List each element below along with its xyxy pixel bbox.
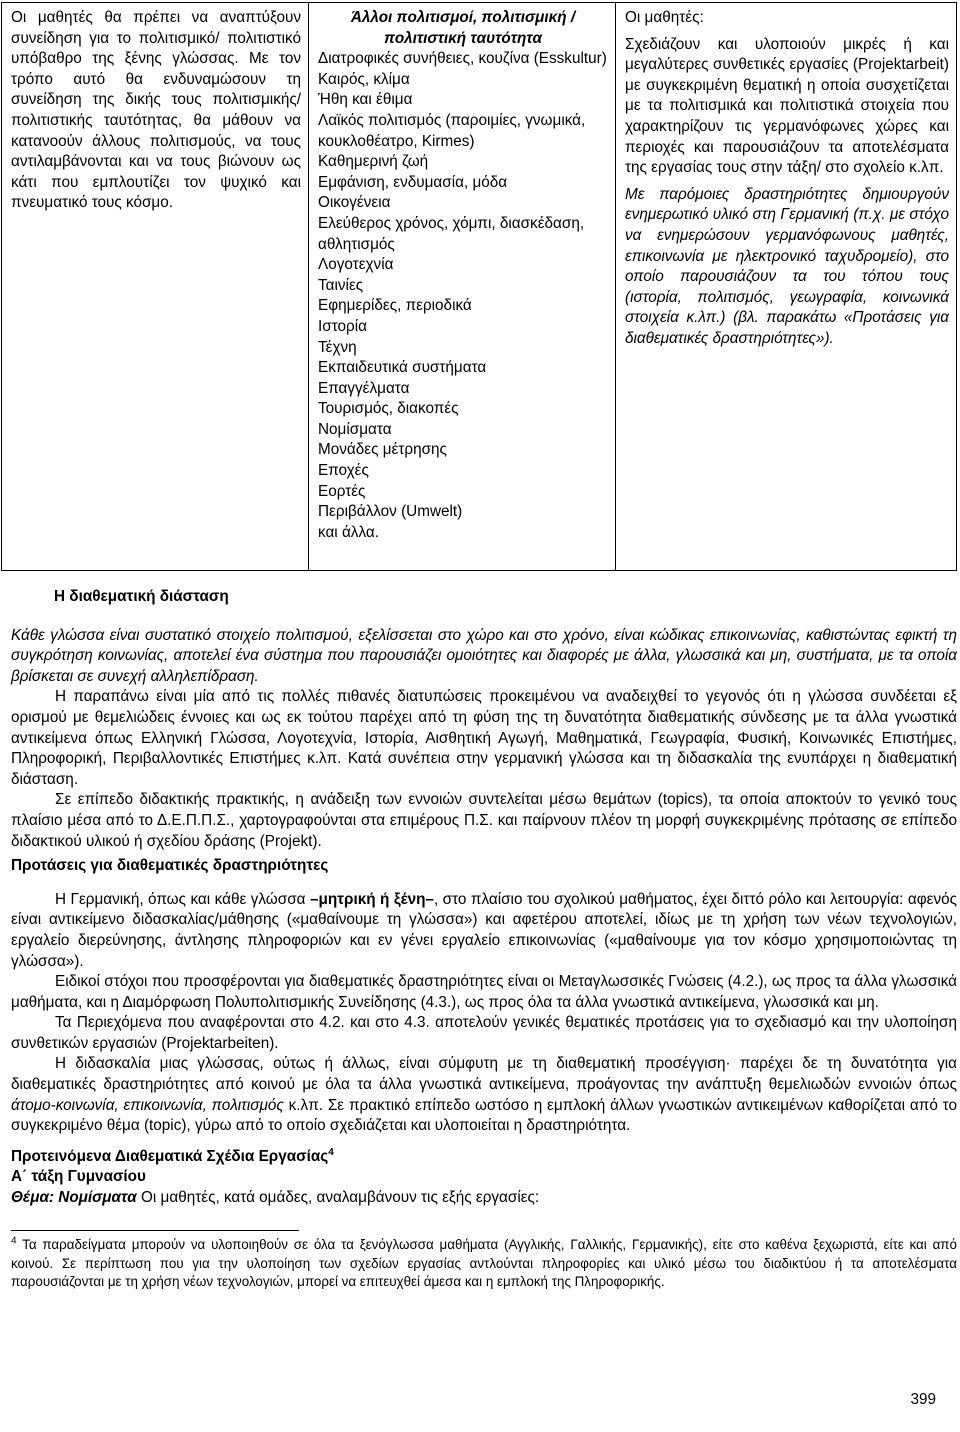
topic-item: Τέχνη <box>318 338 357 356</box>
topic-item: Επαγγέλματα <box>318 379 410 397</box>
paragraph-dual-role: Η Γερμανική, όπως και κάθε γλώσσα –μητρική ή ξένη–, στο πλαίσιο του σχολικού μαθήματος, έχει διττό ρόλο και λειτουργία: αφενός είναι αντικείμενο διδασκαλίας/μάθησης («μαθαίνουμε τη γλώσσα») και αφετέρου αποτελεί, ιδίως με τη χρήση των νέων τεχνολογιών, εργαλείο διερεύνησης, άντλησης πληροφοριών και εν γένει εργαλείο επικοινωνίας («μαθαίνουμε για τον κόσμο χρησιμοποιώντας τη γλώσσα»). <box>11 890 957 970</box>
activities-paragraph-1: Σχεδιάζουν και υλοποιούν μικρές ή και μεγαλύτερες συνθετικές εργασίες (Projektarbeit) με συγκεκριμένη θεματική η οποία συσχετίζεται με τα πολιτισμικά και πολιτιστικά στοιχεία που χαρακτηρίζουν τις γερμανόφωνες χώρες και περιοχές και παρουσιάζουν τα αποτελέσματα της εργασίας τους στην τάξη/ στο σχολείο κ.λπ. <box>625 35 949 177</box>
activities-paragraph-2: Με παρόμοιες δραστηριότητες δημιουργούν ενημερωτικό υλικό στη Γερμανική (π.χ. με στόχο να ενημερώσουν γερμανόφωνους μαθητές, επικοινωνία με ηλεκτρονικό ταχυδρομείο), στο οποίο παρουσιάζουν τα του τόπου τους (ιστορία, πολιτισμός, γεωγραφία, κοινωνικά στοιχεία κ.λπ.) (βλ. παρακάτω «Προτάσεις για διαθεματικές δραστηριότητες»). <box>625 185 949 347</box>
topic-item: Ταινίες <box>318 276 364 294</box>
language-definition-quote: Κάθε γλώσσα είναι συστατικό στοιχείο πολιτισμού, εξελίσσεται στο χώρο και στο χρόνο, είναι κώδικας επικοινωνίας, καθιστώντας εφικτή τη συγκρότηση κοινωνίας, αποτελεί ένα σύστημα που παρουσιάζει ομοιότητες και διαφορές με άλλα, γλωσσικά και μη, συστήματα, με τα οποία βρίσκεται σε συνεχή αλληλεπίδραση. <box>11 626 957 685</box>
footnote-separator <box>11 1230 299 1231</box>
paragraph-contents: Τα Περιεχόμενα που αναφέρονται στο 4.2. και στο 4.3. αποτελούν γενικές θεματικές προτάσεις για το σχεδιασμό και την υλοποίηση συνθετικών εργασιών (Projektarbeiten). <box>11 1014 957 1052</box>
topic-item: Λαϊκός πολιτισμός (παροιμίες, γνωμικά, κουκλοθέατρο, Kirmes) <box>318 111 586 150</box>
theme-line: Θέμα: Νομίσματα Οι μαθητές, κατά ομάδες, αναλαμβάνουν τις εξής εργασίες: <box>11 1189 540 1207</box>
topic-item: Ήθη και έθιμα <box>318 91 413 109</box>
topic-item: Εορτές <box>318 482 366 500</box>
footnote-mark: 4 <box>11 1235 17 1247</box>
topic-item: Μονάδες μέτρησης <box>318 441 447 459</box>
activities-intro: Οι μαθητές: <box>625 9 704 26</box>
heading-cross-thematic-dimension: Η διαθεματική διάσταση <box>54 588 229 605</box>
heading-project-plans: Προτεινόμενα Διαθεματικά Σχέδια Εργασίας$^4$ <box>11 1146 334 1165</box>
topic-item: Εφημερίδες, περιοδικά <box>318 297 472 315</box>
topic-item: Οικογένεια <box>318 194 391 212</box>
footnote: $^4$ Τα παραδείγματα μπορούν να υλοποιηθούν σε όλα τα ξενόγλωσσα μαθήματα (Αγγλικής, Γαλλικής, Γερμανικής), είτε στο καθένα ξεχωριστά, είτε και από κοινού. Σε περίπτωση που για την υλοποίηση των σχεδίων εργασίας αντλούνται πληροφορίες και υλικό μέσω του διαδικτύου ή τα αποτελέσματα παρουσιάζονται με τη χρήση νέων τεχνολογιών, μπορεί να επιτευχθεί άμεσα και η εμπλοκή της Πληροφορικής. <box>11 1235 957 1290</box>
page-number: 399 <box>910 1391 936 1408</box>
topic-item: Καθημερινή ζωή <box>318 153 429 171</box>
table-cell-objectives <box>2 3 309 571</box>
topic-item: Περιβάλλον (Umwelt) <box>318 503 463 521</box>
paragraph-didactic-practice: Σε επίπεδο διδακτικής πρακτικής, η ανάδειξη των εννοιών συντελείται μέσω θεμάτων (topics), τα οποία αποκτούν το γενικό τους πλαίσιο μέσα από το Δ.Ε.Π.Π.Σ., χαρτογραφούνται στα επιμέρους Π.Σ. και παίρνουν πλέον τη μορφή συγκεκριμένης πρότασης σε επίπεδο διδακτικού υλικού ή σχεδίου δράσης (Projekt). <box>11 791 957 850</box>
footnote-reference[interactable]: 4 <box>328 1146 334 1158</box>
document-body <box>11 587 957 1292</box>
topic-item: Ιστορία <box>318 317 367 335</box>
topic-item: Εποχές <box>318 462 369 480</box>
topic-item: Καιρός, κλίμα <box>318 70 410 88</box>
topic-item: Τουρισμός, διακοπές <box>318 400 459 418</box>
paragraph-language-connections: Η παραπάνω είναι μία από τις πολλές πιθανές διατυπώσεις προκειμένου να αναδειχθεί το γεγονός ότι η γλώσσα συνδέεται εξ ορισμού με θεμελιώδεις έννοιες και ως εκ τούτου παρέχει από τη φύση της τη δυνατότητα διαθεματικής σύνδεσης με τα άλλα γνωστικά αντικείμενα όπως Ελληνική Γλώσσα, Λογοτεχνία, Ιστορία, Αισθητική Αγωγή, Μαθηματικά, Γεωγραφία, Φυσική, Κοινωνικές Επιστήμες, Πληροφορική, Περιβαλλοντικές Επιστήμες κ.λπ. Κατά συνέπεια στην γερμανική γλώσσα και τη διδασκαλία της ενυπάρχει η διαθεματική διάσταση. <box>11 688 957 788</box>
grade-heading: Α΄ τάξη Γυμνασίου <box>11 1168 146 1186</box>
curriculum-table <box>1 2 957 571</box>
topic-item: και άλλα. <box>318 523 379 541</box>
paragraph-specific-goals: Ειδικοί στόχοι που προσφέρονται για διαθεματικές δραστηριότητες είναι οι Μεταγλωσσικές Γνώσεις (4.2.), ως προς τα άλλα γλωσσικά μαθήματα, και η Διαμόρφωση Πολυπολιτισμικής Συνείδησης (4.3.), ως προς όλα τα άλλα γνωστικά αντικείμενα, γλωσσικά και μη. <box>11 973 957 1011</box>
paragraph-teaching-approach: Η διδασκαλία μιας γλώσσας, ούτως ή άλλως, είναι σύμφυτη με τη διαθεματική προσέγγιση· παρέχει δε τη δυνατότητα για διαθεματικές δραστηριότητες από κοινού με όλα τα άλλα γνωστικά αντικείμενα, προάγοντας την ανάπτυξη θεμελιωδών εννοιών όπως άτομο-κοινωνία, επικοινωνία, πολιτισμός κ.λπ. Σε πρακτικό επίπεδο ωστόσο η εμπλοκή άλλων γνωστικών αντικειμένων καθορίζεται από το συγκεκριμένο θέμα (topic), γύρω από το οποίο σχεδιάζεται και υλοποιείται η δραστηριότητα. <box>11 1055 958 1135</box>
table-cell-topics <box>309 3 616 571</box>
topics-list <box>318 49 608 543</box>
topic-item: Ελεύθερος χρόνος, χόμπι, διασκέδαση, αθλητισμός <box>318 214 585 253</box>
table-cell-activities <box>616 3 957 571</box>
topic-item: Νομίσματα <box>318 420 392 438</box>
topic-item: Εκπαιδευτικά συστήματα <box>318 359 487 377</box>
topics-title: Άλλοι πολιτισμοί, πολιτισμική / πολιτιστική ταυτότητα <box>350 9 576 47</box>
heading-proposals: Προτάσεις για διαθεματικές δραστηριότητες <box>11 857 329 875</box>
topic-item: Διατροφικές συνήθειες, κουζίνα (Esskultur) <box>318 50 607 68</box>
topic-item: Λογοτεχνία <box>318 256 394 274</box>
objectives-text: Οι μαθητές θα πρέπει να αναπτύξουν συνείδηση για το πολιτισμικό/ πολιτιστικό υπόβαθρο της ξένης γλώσσας. Με τον τρόπο αυτό θα ενδυναμώσουν τη συνείδηση της δικής τους πολιτισμικής/ πολιτιστικής ταυτότητας, θα μάθουν να κατανοούν άλλους πολιτισμούς, να τους αντιλαμβάνονται και να τους βιώνουν ως κάτι που εμπλουτίζει τον ψυχικό και πνευματικό τους κόσμο. <box>11 9 301 212</box>
topic-item: Εμφάνιση, ενδυμασία, μόδα <box>318 173 508 191</box>
